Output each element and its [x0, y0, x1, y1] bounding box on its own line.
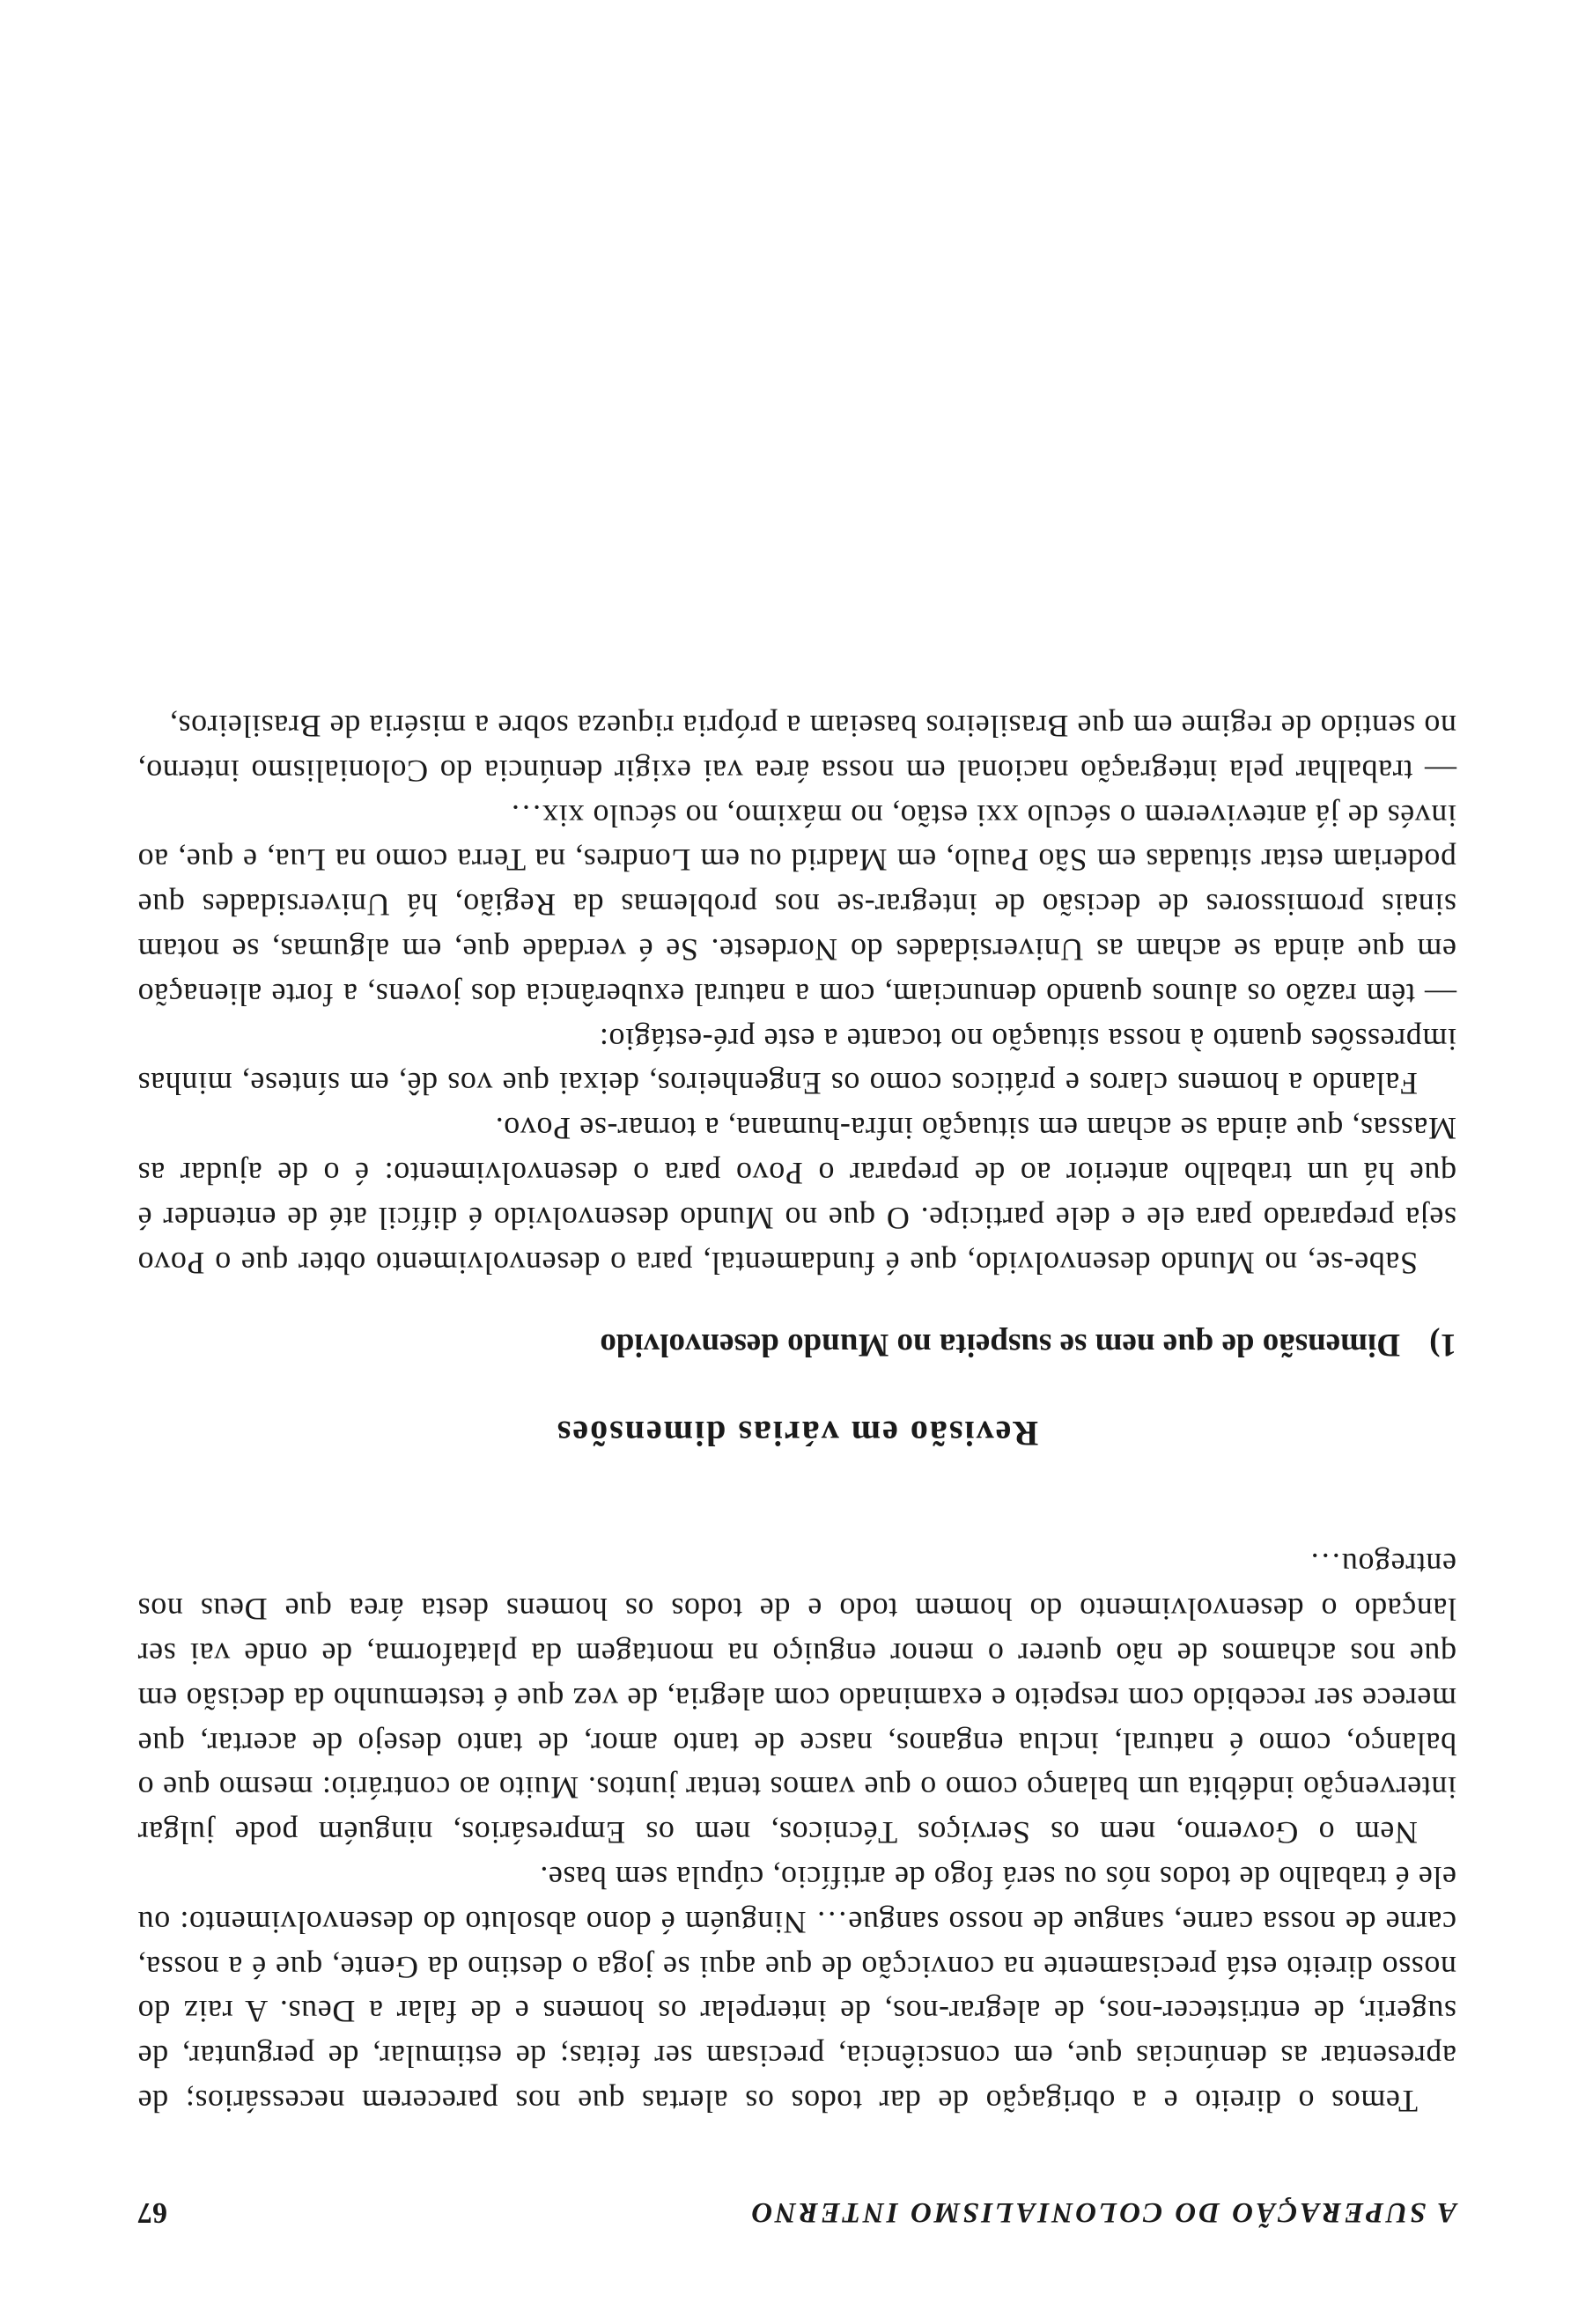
subsection-title: Dimensão de que nem se suspeita no Mundo desenvolvido: [600, 1326, 1400, 1363]
section-title: Revisão em várias dimensões: [555, 1413, 1039, 1453]
paragraph-section-1: Sabe-se, no Mundo desenvolvido, que é fundamental, para o desenvolvimento obter que o Povo seja preparado para ele e dele participe. O que no Mundo desenvolvido é difícil até de entender é que há um trabalho anterior ao de preparar o Povo para o desenvolvimento: é o de ajudar as Massas, que ainda se acham em situação infra-humana, a tornar-se Povo.: [137, 1111, 1456, 1281]
dash-item-2: — trabalhar pela integração nacional em nossa área vai exigir denúncia do Colonialismo interno, no sentido de regime em que Brasileiros baseiam a própria riqueza sobre a miséria de Brasileiros,: [137, 709, 1456, 789]
subsection-number: 1): [1429, 1326, 1456, 1363]
dash-item-1: — têm razão os alunos quando denunciam, com a natural exuberância dos jovens, a forte alienação em que ainda se acham as Universidades do Nordeste. Se é verdade que, em algumas, se notam sinais promissores de decisão de integrar-se nos problemas da Região, há Universidades que poderiam estar situadas em São Paulo, em Madrid ou em Londres, na Terra como na Lua, e que, ao invés de já anteviverem o século xxi estão, no máximo, no século xix…: [137, 798, 1456, 1012]
paragraph-intro-1: Temos o direito e a obrigação de dar todos os alertas que nos parecerem necessários; de apresentar as denúncias que, em consciência, precisam ser feitas; de estimular, de perguntar, de sugerir, de entristecer-nos, de alegrar-nos, de interpelar os homens e de falar a Deus. A raiz do nosso direito está precisamente na convicção de que aqui se joga o destino da Gente, que é a nossa, carne de nossa carne, sangue de nosso sangue… Ninguém é dono absoluto do desenvolvimento: ou ele é trabalho de todos nós ou será fogo de artifício, cúpula sem base.: [137, 1860, 1456, 2119]
running-title: A SUPERAÇÃO DO COLONIALISMO INTERNO: [748, 2196, 1456, 2228]
running-header: [137, 2176, 1456, 2229]
page-number: 67: [137, 2196, 167, 2229]
paragraph-section-2: Falando a homens claros e práticos como os Engenheiros, deixai que vos dê, em síntese, minhas impressões quanto à nossa situação no tocante a este pré-estágio:: [137, 1021, 1456, 1102]
paragraph-intro-2: Nem o Governo, nem os Serviços Técnicos, nem os Empresários, ninguém pode julgar intervenção indébita um balanço como o que vamos tentar juntos. Muito ao contrário: mesmo que o balanço, como é natural, inclua enganos, nasce de tanto amor, de tanto desejo de acertar, que merece ser recebido com respeito e examinado com alegria, de vez que é testemunho da decisão em que nos achamos de não querer o menor enguiço na montagem da plataforma, de onde vai ser lançado o desenvolvimento do homem todo e de todos os homens desta área que Deus nos entregou…: [137, 1547, 1456, 1851]
subsection-heading: [137, 1326, 1456, 1364]
page-content: [137, 703, 1456, 2229]
